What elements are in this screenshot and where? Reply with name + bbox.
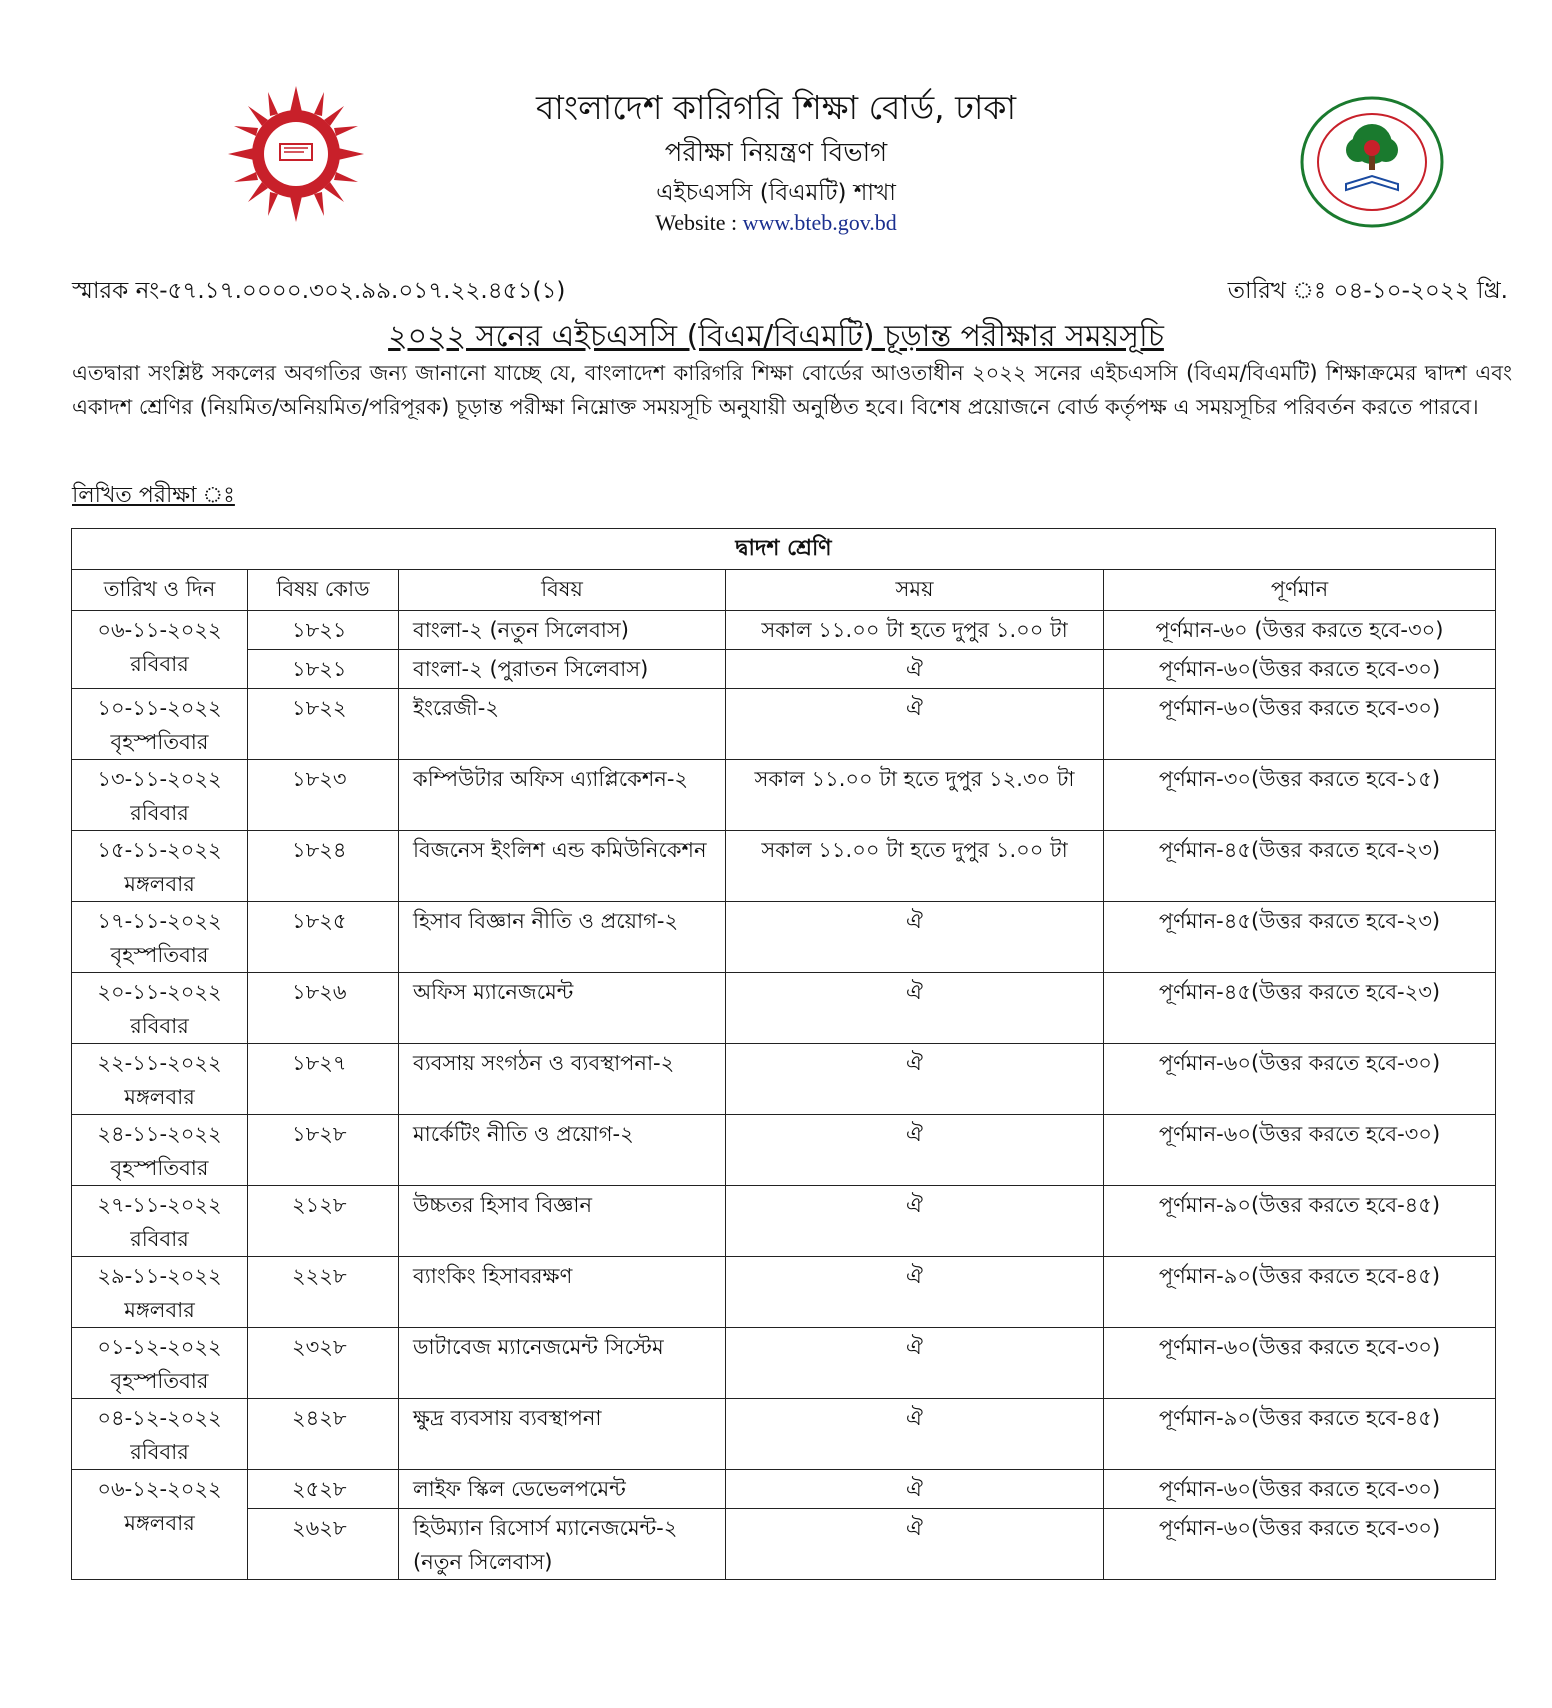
table-row — [72, 760, 1496, 831]
exam-time: সকাল ১১.০০ টা হতে দুপুর ১২.৩০ টা — [726, 760, 1104, 831]
subject-code: ১৮২৬ — [248, 973, 399, 1044]
exam-time: সকাল ১১.০০ টা হতে দুপুর ১.০০ টা — [726, 831, 1104, 902]
exam-time: সকাল ১১.০০ টা হতে দুপুর ১.০০ টা — [726, 611, 1104, 650]
subject-code: ১৮২২ — [248, 689, 399, 760]
exam-time: ঐ — [726, 973, 1104, 1044]
exam-day: রবিবার — [130, 1014, 189, 1038]
exam-day: মঙ্গলবার — [124, 1511, 195, 1535]
subject-code: ১৮২৫ — [248, 902, 399, 973]
subject-name: বাংলা-২ (পুরাতন সিলেবাস) — [399, 650, 726, 689]
exam-day: বৃহস্পতিবার — [110, 1156, 209, 1180]
subject-name: হিসাব বিজ্ঞান নীতি ও প্রয়োগ-২ — [399, 902, 726, 973]
date-cell — [72, 1399, 248, 1470]
subject-code: ১৮২৩ — [248, 760, 399, 831]
exam-time: ঐ — [726, 1257, 1104, 1328]
organization-name: বাংলাদেশ কারিগরি শিক্ষা বোর্ড, ঢাকা — [535, 88, 1017, 127]
exam-time: ঐ — [726, 1186, 1104, 1257]
website-link[interactable]: www.bteb.gov.bd — [742, 210, 897, 235]
exam-day: বৃহস্পতিবার — [110, 943, 209, 967]
subject-code: ১৮২১ — [248, 611, 399, 650]
date-cell — [72, 973, 248, 1044]
header-subject: বিষয় — [399, 570, 726, 611]
subject-code: ২৫২৮ — [248, 1470, 399, 1509]
subject-name: মার্কেটিং নীতি ও প্রয়োগ-২ — [399, 1115, 726, 1186]
subject-name: ডাটাবেজ ম্যানেজমেন্ট সিস্টেম — [399, 1328, 726, 1399]
subject-name: ব্যাংকিং হিসাবরক্ষণ — [399, 1257, 726, 1328]
exam-time: ঐ — [726, 1044, 1104, 1115]
exam-day: বৃহস্পতিবার — [110, 730, 209, 754]
issue-date: তারিখ ঃ ০৪-১০-২০২২ খ্রি. — [1227, 278, 1508, 304]
table-row — [72, 1328, 1496, 1399]
exam-time: ঐ — [726, 689, 1104, 760]
subject-name: ইংরেজী-২ — [399, 689, 726, 760]
subject-name: বাংলা-২ (নতুন সিলেবাস) — [399, 611, 726, 650]
subject-code: ২২২৮ — [248, 1257, 399, 1328]
exam-day: মঙ্গলবার — [124, 1298, 195, 1322]
subject-code: ২৪২৮ — [248, 1399, 399, 1470]
date-cell — [72, 1186, 248, 1257]
full-marks: পূর্ণমান-৪৫(উত্তর করতে হবে-২৩) — [1104, 902, 1496, 973]
date-cell — [72, 760, 248, 831]
table-row — [72, 1257, 1496, 1328]
full-marks: পূর্ণমান-৯০(উত্তর করতে হবে-৪৫) — [1104, 1399, 1496, 1470]
exam-time: ঐ — [726, 1509, 1104, 1580]
subject-code: ১৮২৪ — [248, 831, 399, 902]
table-row — [72, 902, 1496, 973]
full-marks: পূর্ণমান-৯০(উত্তর করতে হবে-৪৫) — [1104, 1257, 1496, 1328]
exam-day: রবিবার — [130, 1227, 189, 1251]
table-row — [72, 1470, 1496, 1509]
exam-date: ২৪-১১-২০২২ — [97, 1122, 222, 1146]
full-marks: পূর্ণমান-৬০ (উত্তর করতে হবে-৩০) — [1104, 611, 1496, 650]
date-cell — [72, 611, 248, 689]
exam-day: রবিবার — [130, 801, 189, 825]
date-cell — [72, 831, 248, 902]
full-marks: পূর্ণমান-৬০(উত্তর করতে হবে-৩০) — [1104, 1470, 1496, 1509]
table-row — [72, 1399, 1496, 1470]
exam-date: ১৩-১১-২০২২ — [97, 767, 222, 791]
branch-name: এইচএসসি (বিএমটি) শাখা — [656, 180, 896, 206]
date-cell — [72, 1328, 248, 1399]
exam-date: ১৫-১১-২০২২ — [97, 838, 222, 862]
exam-date: ০১-১২-২০২২ — [97, 1335, 222, 1359]
full-marks: পূর্ণমান-৬০(উত্তর করতে হবে-৩০) — [1104, 689, 1496, 760]
exam-day: মঙ্গলবার — [124, 872, 195, 896]
subject-name: অফিস ম্যানেজমেন্ট — [399, 973, 726, 1044]
department-name: পরীক্ষা নিয়ন্ত্রণ বিভাগ — [664, 138, 888, 168]
subject-name: লাইফ স্কিল ডেভেলপমেন্ট — [399, 1470, 726, 1509]
exam-date: ১০-১১-২০২২ — [97, 696, 222, 720]
website-label: Website : — [655, 210, 738, 235]
table-row — [72, 973, 1496, 1044]
table-row — [72, 1115, 1496, 1186]
date-cell — [72, 1115, 248, 1186]
full-marks: পূর্ণমান-৪৫(উত্তর করতে হবে-২৩) — [1104, 831, 1496, 902]
exam-date: ২৭-১১-২০২২ — [97, 1193, 222, 1217]
subject-name: বিজনেস ইংলিশ এন্ড কমিউনিকেশন — [399, 831, 726, 902]
subject-code: ২৩২৮ — [248, 1328, 399, 1399]
subject-name: ক্ষুদ্র ব্যবসায় ব্যবস্থাপনা — [399, 1399, 726, 1470]
subject-code: ১৮২৭ — [248, 1044, 399, 1115]
header-marks: পূর্ণমান — [1104, 570, 1496, 611]
exam-time: ঐ — [726, 1328, 1104, 1399]
table-row — [72, 611, 1496, 650]
date-cell — [72, 1257, 248, 1328]
website-line — [0, 210, 1552, 236]
exam-day: মঙ্গলবার — [124, 1085, 195, 1109]
subject-name: হিউম্যান রিসোর্স ম্যানেজমেন্ট-২ (নতুন সিলেবাস) — [399, 1509, 726, 1580]
exam-time: ঐ — [726, 902, 1104, 973]
subject-code: ১৮২৮ — [248, 1115, 399, 1186]
table-row — [72, 831, 1496, 902]
full-marks: পূর্ণমান-৬০(উত্তর করতে হবে-৩০) — [1104, 1044, 1496, 1115]
subject-code: ২৬২৮ — [248, 1509, 399, 1580]
table-row — [72, 1044, 1496, 1115]
table-caption: দ্বাদশ শ্রেণি — [72, 529, 1496, 570]
exam-day: বৃহস্পতিবার — [110, 1369, 209, 1393]
exam-time: ঐ — [726, 1115, 1104, 1186]
table-row — [72, 1509, 1496, 1580]
memo-number: স্মারক নং-৫৭.১৭.০০০০.৩০২.৯৯.০১৭.২২.৪৫১(১) — [72, 278, 566, 304]
date-cell — [72, 902, 248, 973]
document-title-text: ২০২২ সনের এইচএসসি (বিএম/বিএমটি) চূড়ান্ত পরীক্ষার সময়সূচি — [388, 319, 1164, 354]
section-label: লিখিত পরীক্ষা ঃ — [72, 483, 235, 508]
exam-date: ২২-১১-২০২২ — [97, 1051, 222, 1075]
exam-date: ২৯-১১-২০২২ — [97, 1264, 222, 1288]
exam-time: ঐ — [726, 1470, 1104, 1509]
full-marks: পূর্ণমান-৩০(উত্তর করতে হবে-১৫) — [1104, 760, 1496, 831]
subject-name: উচ্চতর হিসাব বিজ্ঞান — [399, 1186, 726, 1257]
exam-date: ০৬-১১-২০২২ — [97, 618, 222, 642]
full-marks: পূর্ণমান-৬০(উত্তর করতে হবে-৩০) — [1104, 1115, 1496, 1186]
subject-name: ব্যবসায় সংগঠন ও ব্যবস্থাপনা-২ — [399, 1044, 726, 1115]
date-cell — [72, 1470, 248, 1580]
exam-time: ঐ — [726, 1399, 1104, 1470]
date-cell — [72, 689, 248, 760]
subject-name: কম্পিউটার অফিস এ্যাপ্লিকেশন-২ — [399, 760, 726, 831]
header-date: তারিখ ও দিন — [72, 570, 248, 611]
full-marks: পূর্ণমান-৪৫(উত্তর করতে হবে-২৩) — [1104, 973, 1496, 1044]
header-code: বিষয় কোড — [248, 570, 399, 611]
full-marks: পূর্ণমান-৯০(উত্তর করতে হবে-৪৫) — [1104, 1186, 1496, 1257]
date-cell — [72, 1044, 248, 1115]
subject-code: ২১২৮ — [248, 1186, 399, 1257]
exam-date: ০৪-১২-২০২২ — [97, 1406, 222, 1430]
table-row — [72, 650, 1496, 689]
full-marks: পূর্ণমান-৬০(উত্তর করতে হবে-৩০) — [1104, 1328, 1496, 1399]
table-row — [72, 689, 1496, 760]
notice-paragraph: এতদ্বারা সংশ্লিষ্ট সকলের অবগতির জন্য জানানো যাচ্ছে যে, বাংলাদেশ কারিগরি শিক্ষা বোর্ডের আওতাধীন ২০২২ সনের এইচএসসি (বিএম/বিএমটি) শিক্ষাক্রমের দ্বাদশ এবং একাদশ শ্রেণির (নিয়মিত/অনিয়মিত/পরিপূরক) চূড়ান্ত পরীক্ষা নিম্নোক্ত সময়সূচি অনুযায়ী অনুষ্ঠিত হবে। বিশেষ প্রয়োজনে বোর্ড কর্তৃপক্ষ এ সময়সূচির পরিবর্তন করতে পারবে। — [72, 361, 1512, 419]
exam-date: ০৬-১২-২০২২ — [97, 1477, 222, 1501]
exam-day: রবিবার — [130, 652, 189, 676]
full-marks: পূর্ণমান-৬০(উত্তর করতে হবে-৩০) — [1104, 1509, 1496, 1580]
header-time: সময় — [726, 570, 1104, 611]
exam-date: ২০-১১-২০২২ — [97, 980, 222, 1004]
exam-day: রবিবার — [130, 1440, 189, 1464]
exam-date: ১৭-১১-২০২২ — [97, 909, 222, 933]
full-marks: পূর্ণমান-৬০(উত্তর করতে হবে-৩০) — [1104, 650, 1496, 689]
subject-code: ১৮২১ — [248, 650, 399, 689]
exam-time: ঐ — [726, 650, 1104, 689]
table-row — [72, 1186, 1496, 1257]
exam-schedule-table — [71, 528, 1496, 1580]
